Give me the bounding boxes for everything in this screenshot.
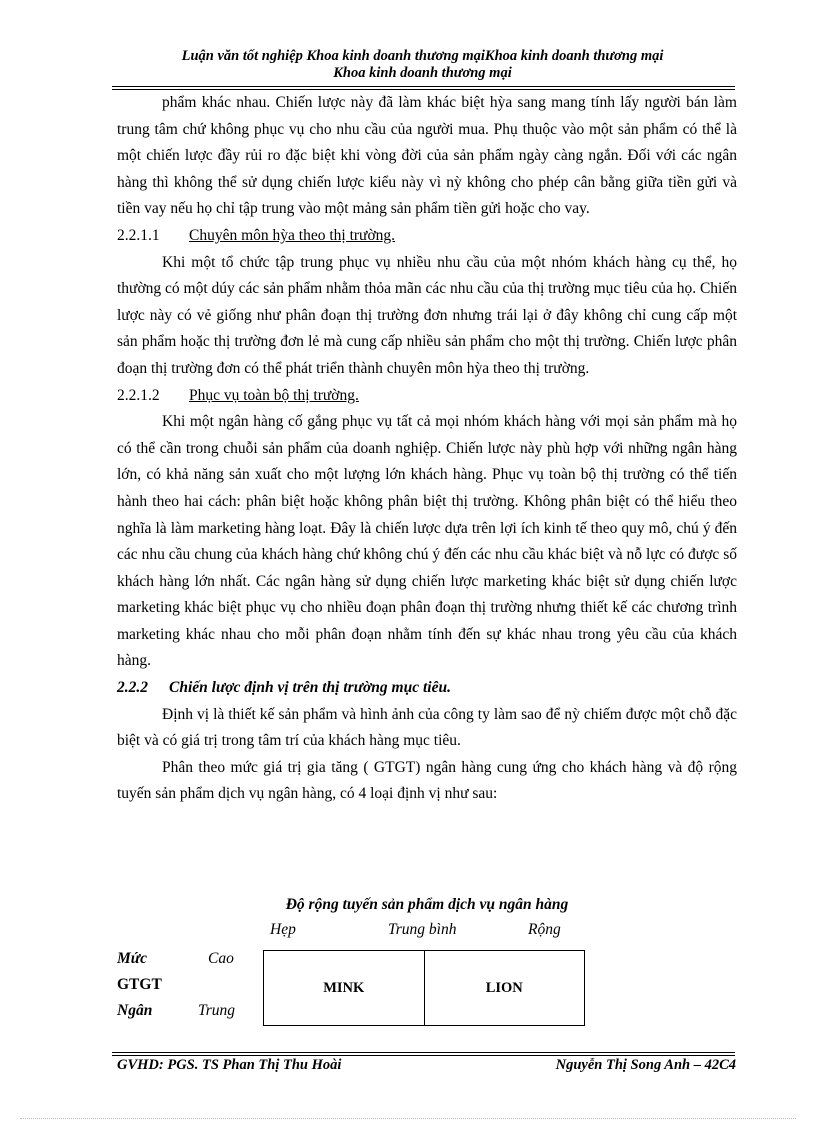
section-heading (117, 223, 737, 250)
column-label-medium: Trung bình (388, 921, 457, 938)
footer-supervisor: GVHD: PGS. TS Phan Thị Thu Hoài (117, 1057, 342, 1073)
section-number: 2.2.1.2 (117, 386, 160, 404)
positioning-matrix (263, 950, 585, 1026)
page-header (110, 48, 735, 82)
section-heading (117, 383, 737, 410)
header-line-2: Khoa kinh doanh thương mại (333, 65, 512, 81)
header-divider (112, 86, 735, 87)
body-paragraph: Khi một ngân hàng cố gắng phục vụ tất cả mọi nhóm khách hàng với mọi sản phẩm mà họ có thể cần trong chuỗi sản phẩm của doanh nghiệp. Chiến lược này phù hợp với những ngân hàng lớn, có khả năng sản xuất cho một lượng lớn khách hàng. Phục vụ toàn bộ thị trường có thể tiến hành theo hai cách: phân biệt hoặc không phân biệt thị trường. Không phân biệt có thể hiểu theo nghĩa là làm marketing hàng loạt. Đây là chiến lược dựa trên lợi ích kinh tế theo quy mô, chú ý đến các nhu cầu chung của khách hàng chứ không chú ý đến các nhu cầu khác biệt và nỗ lực có được số khách hàng lớn nhất. Các ngân hàng sử dụng chiến lược marketing khác biệt sử dụng chiến lược marketing khác biệt phục vụ cho nhiều đoạn phân đoạn thị trường nhưng thiết kế các chương trình marketing khác nhau cho mỗi phân đoạn nhằm tính đến sự khác nhau trong yêu cầu của khách hàng. (117, 413, 737, 670)
section-heading (117, 675, 737, 702)
row-label-gtgt: GTGT (117, 976, 162, 993)
page-edge-divider (20, 1118, 796, 1119)
body-paragraph: Định vị là thiết kế sản phẩm và hình ảnh của công ty làm sao để nỳ chiếm được một chỗ đặc biệt và có giá trị trong tâm trí của khách hàng mục tiêu. (117, 705, 737, 750)
matrix-cell-lion: LION (424, 951, 585, 1025)
level-label-high: Cao (208, 950, 234, 967)
section-number: 2.2.1.1 (117, 226, 160, 244)
footer-author: Nguyễn Thị Song Anh – 42C4 (555, 1057, 736, 1073)
matrix-title: Độ rộng tuyến sản phẩm dịch vụ ngân hàng (285, 896, 569, 913)
level-label-medium: Trung (198, 1002, 236, 1019)
matrix-cell-mink: MINK (323, 979, 365, 996)
footer-divider (112, 1052, 735, 1053)
footer-divider (112, 1055, 735, 1056)
body-paragraph: Phân theo mức giá trị gia tăng ( GTGT) ngân hàng cung ứng cho khách hàng và độ rộng tuyến sản phẩm dịch vụ ngân hàng, có 4 loại định vị như sau: (117, 758, 737, 803)
header-line-1: Luận văn tốt nghiệp Khoa kinh doanh thương mạiKhoa kinh doanh thương mại (181, 48, 664, 64)
column-label-wide: Rộng (528, 921, 561, 938)
column-label-narrow: Hẹp (270, 921, 296, 938)
page-body (117, 90, 737, 808)
section-number: 2.2.2 (117, 679, 148, 697)
row-label-ngan: Ngân (117, 1002, 153, 1019)
body-paragraph: phẩm khác nhau. Chiến lược này đã làm khác biệt hỳa sang mang tính lấy người bán làm trung tâm chứ không phục vụ cho nhu cầu của người mua. Phụ thuộc vào một sản phẩm có thể là một chiến lược đầy rủi ro đặc biệt khi vòng đời của sản phẩm ngày càng ngắn. Đối với các ngân hàng thì không thể sử dụng chiến lược kiểu này vì nỳ không cho phép cân bằng giữa tiền gửi và tiền vay nếu họ chỉ tập trung vào một mảng sản phẩm tiền gửi hoặc cho vay. (117, 94, 737, 218)
row-label-muc: Mức (117, 950, 147, 967)
body-paragraph: Khi một tổ chức tập trung phục vụ nhiều nhu cầu của một nhóm khách hàng cụ thể, họ thường có một dúy các sản phẩm nhằm thỏa mãn các nhu cầu của thị trường mục tiêu của họ. Chiến lược này có vẻ giống như phân đoạn thị trường đơn nhưng trái lại ở đây không chỉ cung cấp một sản phẩm hoặc thị trường đơn lẻ mà cung cấp nhiều sản phẩm cho một thị trường. Chiến lược phân đoạn thị trường đơn có thể phát triển thành chuyên môn hỳa theo thị trường. (117, 253, 737, 377)
section-title: Chuyên môn hỳa theo thị trường. (189, 226, 396, 244)
section-title: Phục vụ toàn bộ thị trường. (189, 386, 359, 404)
section-title: Chiến lược định vị trên thị trường mục tiêu. (169, 679, 451, 697)
